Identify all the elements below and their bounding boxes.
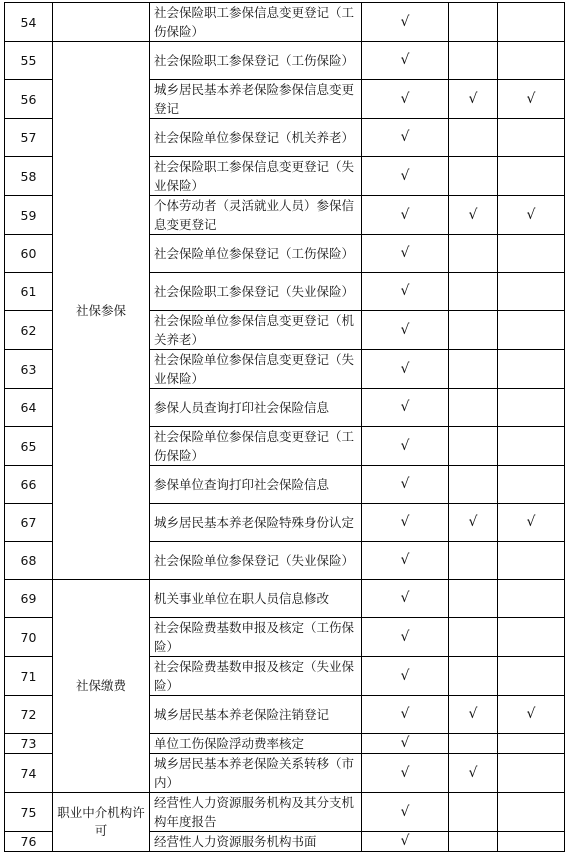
check-cell-c1 bbox=[362, 696, 449, 734]
check-cell-c2 bbox=[449, 832, 498, 852]
service-item-name: 城乡居民基本养老保险注销登记 bbox=[150, 696, 362, 734]
check-cell-c3 bbox=[498, 196, 565, 235]
check-cell-c1 bbox=[362, 119, 449, 157]
check-icon: √ bbox=[468, 764, 478, 781]
service-item-name: 社会保险费基数申报及核定（失业保险） bbox=[150, 657, 362, 696]
row-number: 58 bbox=[5, 157, 53, 196]
check-cell-c3 bbox=[498, 754, 565, 793]
check-cell-c2 bbox=[449, 196, 498, 235]
check-icon: √ bbox=[400, 129, 410, 145]
row-number: 65 bbox=[5, 427, 53, 466]
check-icon: √ bbox=[468, 706, 478, 722]
row-number: 71 bbox=[5, 657, 53, 696]
check-cell-c3 bbox=[498, 80, 565, 119]
service-item-name: 社会保险费基数申报及核定（工伤保险） bbox=[150, 618, 362, 657]
check-cell-c3 bbox=[498, 350, 565, 389]
service-item-name: 社会保险职工参保信息变更登记（失业保险） bbox=[150, 157, 362, 196]
check-icon: √ bbox=[400, 283, 410, 299]
check-cell-c3 bbox=[498, 793, 565, 832]
check-icon: √ bbox=[400, 399, 410, 415]
service-item-name: 社会保险职工参保登记（失业保险） bbox=[150, 273, 362, 311]
check-cell-c3 bbox=[498, 734, 565, 754]
check-cell-c3 bbox=[498, 504, 565, 542]
check-cell-c1 bbox=[362, 80, 449, 119]
check-icon: √ bbox=[400, 476, 410, 492]
check-cell-c2 bbox=[449, 618, 498, 657]
service-item-name: 经营性人力资源服务机构书面 bbox=[150, 832, 362, 852]
check-cell-c1 bbox=[362, 793, 449, 832]
service-item-name: 社会保险职工参保信息变更登记（工伤保险） bbox=[150, 3, 362, 42]
check-icon: √ bbox=[400, 833, 410, 849]
service-item-name: 个体劳动者（灵活就业人员）参保信息变更登记 bbox=[150, 196, 362, 235]
row-number: 70 bbox=[5, 618, 53, 657]
check-icon: √ bbox=[526, 706, 536, 722]
row-number: 69 bbox=[5, 580, 53, 618]
check-cell-c3 bbox=[498, 273, 565, 311]
row-number: 64 bbox=[5, 389, 53, 427]
check-cell-c3 bbox=[498, 618, 565, 657]
check-cell-c3 bbox=[498, 657, 565, 696]
category-cell: 社保参保 bbox=[53, 42, 150, 580]
check-cell-c1 bbox=[362, 580, 449, 618]
row-number: 55 bbox=[5, 42, 53, 80]
check-cell-c3 bbox=[498, 311, 565, 350]
check-cell-c3 bbox=[498, 466, 565, 504]
check-icon: √ bbox=[400, 803, 410, 820]
service-item-name: 社会保险单位参保登记（机关养老） bbox=[150, 119, 362, 157]
check-icon: √ bbox=[400, 735, 410, 751]
row-number: 62 bbox=[5, 311, 53, 350]
check-cell-c1 bbox=[362, 504, 449, 542]
check-cell-c3 bbox=[498, 157, 565, 196]
check-icon: √ bbox=[400, 90, 410, 107]
check-icon: √ bbox=[400, 360, 410, 377]
check-cell-c2 bbox=[449, 235, 498, 273]
service-item-name: 参保人员查询打印社会保险信息 bbox=[150, 389, 362, 427]
check-cell-c3 bbox=[498, 235, 565, 273]
row-number: 61 bbox=[5, 273, 53, 311]
check-cell-c1 bbox=[362, 196, 449, 235]
check-icon: √ bbox=[526, 206, 536, 223]
row-number: 67 bbox=[5, 504, 53, 542]
service-item-name: 社会保险单位参保登记（失业保险） bbox=[150, 542, 362, 580]
check-cell-c2 bbox=[449, 754, 498, 793]
row-number: 76 bbox=[5, 832, 53, 852]
service-item-name: 机关事业单位在职人员信息修改 bbox=[150, 580, 362, 618]
row-number: 66 bbox=[5, 466, 53, 504]
check-icon: √ bbox=[400, 764, 410, 781]
check-icon: √ bbox=[468, 514, 478, 530]
check-cell-c2 bbox=[449, 273, 498, 311]
check-cell-c3 bbox=[498, 696, 565, 734]
service-item-name: 城乡居民基本养老保险特殊身份认定 bbox=[150, 504, 362, 542]
check-icon: √ bbox=[400, 628, 410, 645]
check-cell-c1 bbox=[362, 618, 449, 657]
check-cell-c1 bbox=[362, 466, 449, 504]
check-cell-c3 bbox=[498, 427, 565, 466]
check-cell-c1 bbox=[362, 350, 449, 389]
service-item-name: 社会保险职工参保登记（工伤保险） bbox=[150, 42, 362, 80]
check-cell-c1 bbox=[362, 273, 449, 311]
service-item-name: 社会保险单位参保信息变更登记（机关养老） bbox=[150, 311, 362, 350]
check-cell-c2 bbox=[449, 696, 498, 734]
check-cell-c1 bbox=[362, 754, 449, 793]
check-cell-c1 bbox=[362, 235, 449, 273]
row-number: 56 bbox=[5, 80, 53, 119]
check-cell-c2 bbox=[449, 311, 498, 350]
service-item-name: 单位工伤保险浮动费率核定 bbox=[150, 734, 362, 754]
row-number: 74 bbox=[5, 754, 53, 793]
check-cell-c3 bbox=[498, 389, 565, 427]
check-icon: √ bbox=[400, 706, 410, 722]
check-cell-c3 bbox=[498, 832, 565, 852]
row-number: 75 bbox=[5, 793, 53, 832]
check-cell-c3 bbox=[498, 42, 565, 80]
row-number: 72 bbox=[5, 696, 53, 734]
check-cell-c3 bbox=[498, 3, 565, 42]
check-cell-c3 bbox=[498, 119, 565, 157]
check-icon: √ bbox=[400, 552, 410, 568]
service-item-name: 参保单位查询打印社会保险信息 bbox=[150, 466, 362, 504]
check-cell-c1 bbox=[362, 542, 449, 580]
check-cell-c2 bbox=[449, 80, 498, 119]
check-icon: √ bbox=[400, 13, 410, 30]
table-body bbox=[5, 3, 565, 852]
check-cell-c2 bbox=[449, 580, 498, 618]
check-cell-c2 bbox=[449, 119, 498, 157]
check-cell-c2 bbox=[449, 542, 498, 580]
check-cell-c2 bbox=[449, 42, 498, 80]
row-number: 54 bbox=[5, 3, 53, 42]
check-cell-c1 bbox=[362, 157, 449, 196]
table-row bbox=[5, 580, 565, 618]
check-cell-c2 bbox=[449, 3, 498, 42]
service-item-name: 经营性人力资源服务机构及其分支机构年度报告 bbox=[150, 793, 362, 832]
row-number: 57 bbox=[5, 119, 53, 157]
check-icon: √ bbox=[400, 245, 410, 261]
service-item-name: 城乡居民基本养老保险关系转移（市内） bbox=[150, 754, 362, 793]
check-cell-c3 bbox=[498, 542, 565, 580]
check-cell-c2 bbox=[449, 793, 498, 832]
service-item-name: 社会保险单位参保信息变更登记（失业保险） bbox=[150, 350, 362, 389]
check-icon: √ bbox=[468, 90, 478, 107]
row-number: 68 bbox=[5, 542, 53, 580]
row-number: 60 bbox=[5, 235, 53, 273]
service-item-name: 城乡居民基本养老保险参保信息变更登记 bbox=[150, 80, 362, 119]
check-cell-c1 bbox=[362, 42, 449, 80]
check-cell-c1 bbox=[362, 389, 449, 427]
check-cell-c1 bbox=[362, 734, 449, 754]
check-cell-c1 bbox=[362, 311, 449, 350]
check-icon: √ bbox=[400, 321, 410, 338]
check-cell-c1 bbox=[362, 427, 449, 466]
category-cell: 社保缴费 bbox=[53, 580, 150, 793]
check-icon: √ bbox=[526, 90, 536, 107]
check-cell-c2 bbox=[449, 350, 498, 389]
check-cell-c1 bbox=[362, 832, 449, 852]
row-number: 63 bbox=[5, 350, 53, 389]
check-icon: √ bbox=[400, 590, 410, 606]
check-cell-c2 bbox=[449, 466, 498, 504]
check-icon: √ bbox=[468, 206, 478, 223]
service-item-name: 社会保险单位参保信息变更登记（工伤保险） bbox=[150, 427, 362, 466]
category-cell: 职业中介机构许可 bbox=[53, 793, 150, 852]
check-cell-c3 bbox=[498, 580, 565, 618]
check-icon: √ bbox=[526, 514, 536, 530]
table-row bbox=[5, 793, 565, 832]
service-items-table bbox=[4, 2, 565, 852]
service-item-name: 社会保险单位参保登记（工伤保险） bbox=[150, 235, 362, 273]
check-cell-c2 bbox=[449, 734, 498, 754]
check-cell-c2 bbox=[449, 427, 498, 466]
row-number: 73 bbox=[5, 734, 53, 754]
check-icon: √ bbox=[400, 667, 410, 684]
check-cell-c1 bbox=[362, 3, 449, 42]
check-cell-c2 bbox=[449, 389, 498, 427]
table-row bbox=[5, 42, 565, 80]
check-icon: √ bbox=[400, 514, 410, 530]
check-cell-c2 bbox=[449, 504, 498, 542]
table-row bbox=[5, 3, 565, 42]
row-number: 59 bbox=[5, 196, 53, 235]
check-icon: √ bbox=[400, 437, 410, 454]
check-cell-c2 bbox=[449, 157, 498, 196]
check-cell-c1 bbox=[362, 657, 449, 696]
check-cell-c2 bbox=[449, 657, 498, 696]
category-cell bbox=[53, 3, 150, 42]
check-icon: √ bbox=[400, 167, 410, 184]
check-icon: √ bbox=[400, 206, 410, 223]
check-icon: √ bbox=[400, 52, 410, 68]
